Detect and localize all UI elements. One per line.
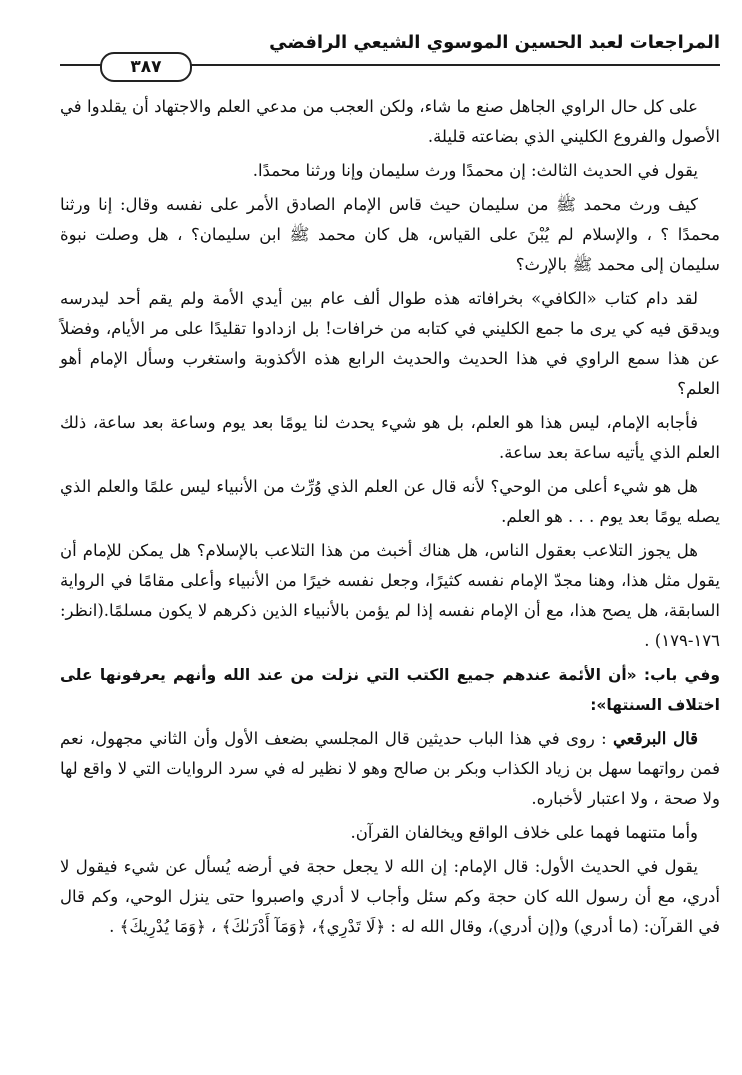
paragraph: هل يجوز التلاعب بعقول الناس، هل هناك أخبث من هذا التلاعب بالإسلام؟ هل يمكن للإمام أن يقول مثل هذا، وهنا مجدّ الإمام نفسه كثيرًا، وجعل نفسه خيرًا من الأنبياء وأعلى مقامًا في الرواية السابقة، هل يصح هذا، مع أن الإمام نفسه إذا لم يؤمن بالأنبياء الذين ذكرهم لا يكون مسلمًا.(انظر: ١٧٦-١٧٩) .: [60, 541, 720, 650]
body-text: [60, 92, 720, 946]
chapter-heading: وفي باب: «أن الأئمة عندهم جميع الكتب التي نزلت من عند الله وأنهم يعرفونها على اختلاف السنتها»:: [60, 666, 720, 714]
page-header: [60, 30, 720, 77]
paragraph: على كل حال الراوي الجاهل صنع ما شاء، ولكن العجب من مدعي العلم والاجتهاد أن يقلدوا في الأصول والفروع الكليني الذي بضاعته قليلة.: [60, 97, 720, 146]
paragraph: يقول في الحديث الأول: قال الإمام: إن الله لا يجعل حجة في أرضه يُسأل عن شيء فيقول لا أدري، مع أن رسول الله كان حجة وكم سئل وأجاب لا أدري واصبروا حتى ينزل الوحي، وكم قال في القرآن: (ما أدري) و(إن أدري)، وقال الله له : ﴿لَا تَدْرِي﴾، ﴿وَمَآ أَدْرَىٰكَ﴾ ، ﴿وَمَا يُدْرِيكَ﴾ .: [60, 857, 720, 936]
book-title: المراجعات لعبد الحسين الموسوي الشيعي الرافضي: [269, 32, 720, 53]
page-number: ٣٨٧: [100, 52, 192, 82]
paragraph: فأجابه الإمام، ليس هذا هو العلم، بل هو شيء يحدث لنا يومًا بعد يوم وساعة بعد ساعة، ذلك العلم الذي يأتيه ساعة بعد ساعة.: [60, 413, 720, 462]
paragraph: قال البرقعي : روى في هذا الباب حديثين قال المجلسي بضعف الأول وأن الثاني مجهول، نعم فمن رواتهما سهل بن زياد الكذاب وبكر بن صالح وهو لا نظير له في سرد الروايات التي لا واقع لها ولا صحة ، ولا اعتبار لأخباره.: [60, 729, 720, 808]
paragraph: وأما متنهما فهما على خلاف الواقع ويخالفان القرآن.: [350, 823, 698, 842]
paragraph: هل هو شيء أعلى من الوحي؟ لأنه قال عن العلم الذي وُرِّث من الأنبياء ليس علمًا والعلم الذي يصله يومًا بعد يوم . . . هو العلم.: [60, 477, 720, 526]
paragraph: يقول في الحديث الثالث: إن محمدًا ورث سليمان وإنا ورثنا محمدًا.: [252, 161, 698, 180]
paragraph: كيف ورث محمد ﷺ من سليمان حيث قاس الإمام الصادق الأمر على نفسه وقال: إنا ورثنا محمدًا ؟ ، والإسلام لم يُبْنَ على القياس، هل كان محمد ﷺ ابن سليمان؟ ، هل وصلت نبوة سليمان إلى محمد ﷺ بالإرث؟: [60, 195, 720, 274]
speaker-label: قال البرقعي: [612, 729, 698, 748]
paragraph: لقد دام كتاب «الكافي» بخرافاته هذه طوال ألف عام بين أيدي الأمة ولم يقم أحد ليدرسه ويدقق فيه كي يرى ما جمع الكليني في كتابه من خرافات! بل ازدادوا تقليدًا على مر الأيام، وفضلاً عن هذا سمع الراوي في هذا الحديث والحديث الرابع هذه الأكذوبة واستغرب وسأل الإمام أهو العلم؟: [60, 289, 720, 398]
